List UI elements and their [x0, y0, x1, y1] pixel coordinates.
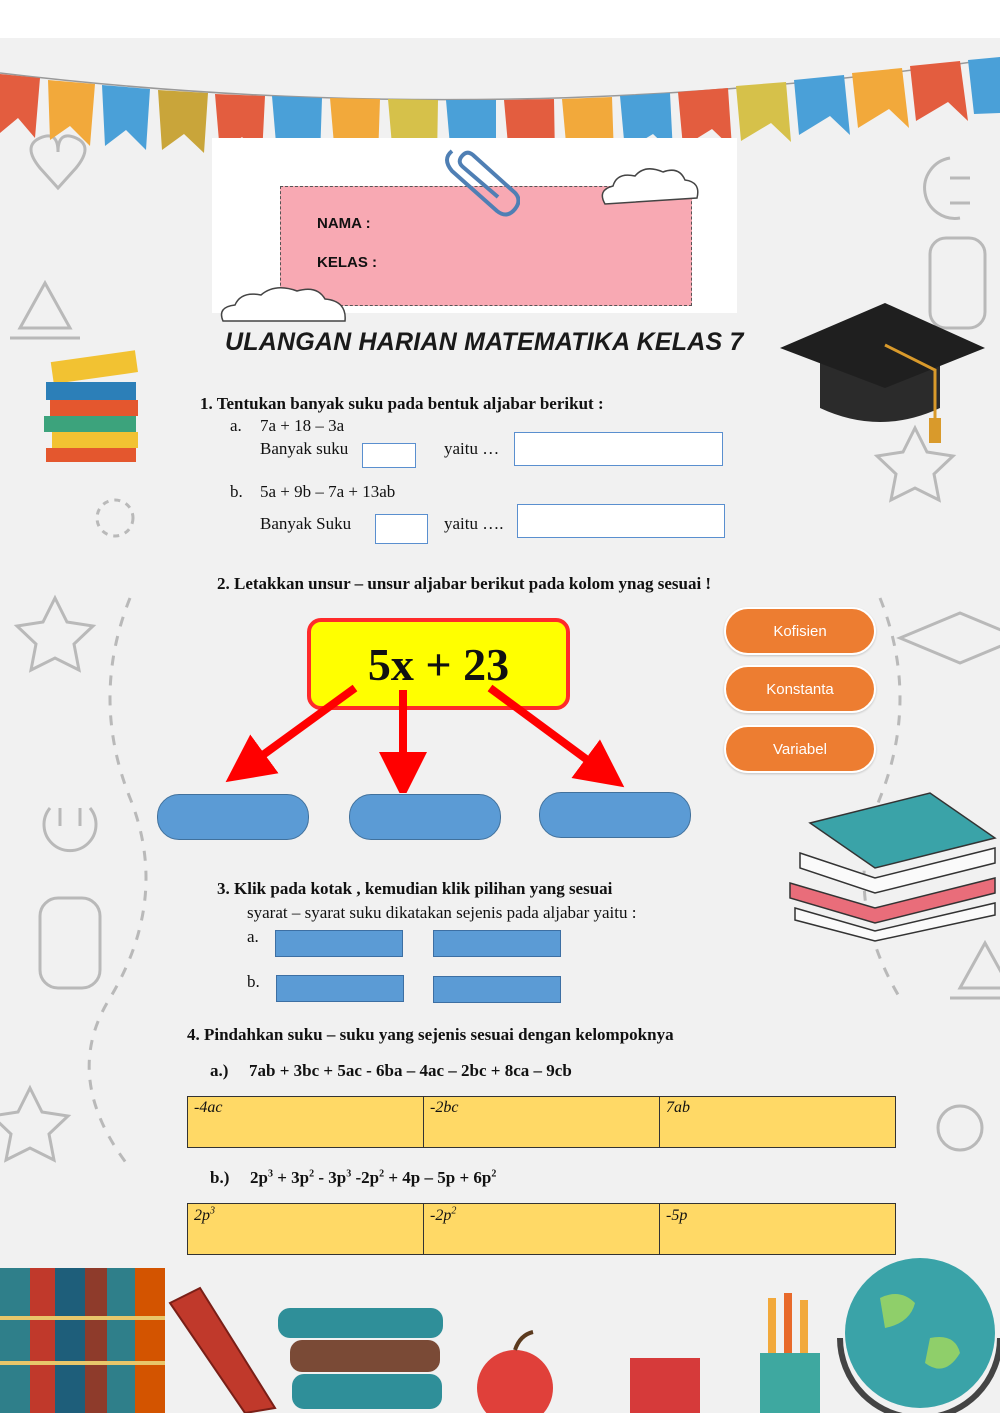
q2-title: 2. Letakkan unsur – unsur aljabar berikut pada kolom ynag sesuai !	[217, 574, 712, 593]
books-stack-icon	[40, 348, 150, 468]
q4a-group-cell-3[interactable]	[660, 1097, 896, 1148]
q1a-yaitu-label: yaitu …	[444, 439, 500, 458]
q4b-group-term-1[interactable]	[194, 1207, 215, 1224]
q4b-group-table	[187, 1203, 896, 1255]
q4b-group-cell-2[interactable]	[424, 1204, 660, 1255]
q4b-expr-exponent: 2	[309, 1168, 315, 1180]
q1a-terms-input[interactable]	[514, 432, 723, 466]
class-label: KELAS :	[317, 254, 377, 271]
q4b-expr-part: - 3p	[314, 1168, 347, 1187]
option-konstanta[interactable]: Konstanta	[724, 665, 876, 713]
q4a-label: a.)	[210, 1061, 229, 1080]
q1b-terms-input[interactable]	[517, 504, 725, 538]
cloud-icon	[595, 166, 705, 216]
q3b-slot-2[interactable]	[433, 976, 561, 1003]
drop-slot-3[interactable]	[539, 792, 691, 838]
q4a-group-term-2[interactable]: -2bc	[430, 1099, 459, 1116]
expression-text: 5x + 23	[367, 638, 510, 690]
graduation-cap-icon	[775, 293, 990, 448]
q4a-group-cell-2[interactable]	[424, 1097, 660, 1148]
q1a-count-input[interactable]	[362, 443, 416, 468]
q1a-letter: a.	[230, 416, 242, 435]
q4b-expr-exponent: 2	[491, 1168, 497, 1180]
q3a-letter: a.	[247, 927, 259, 946]
q4b-expr-exponent: 3	[346, 1168, 352, 1180]
q4b-label: b.)	[210, 1168, 230, 1187]
q1b-letter: b.	[230, 482, 243, 501]
q4b-expr-exponent: 3	[267, 1168, 273, 1180]
arrow-left	[245, 688, 355, 768]
q4a-group-cell-1[interactable]	[188, 1097, 424, 1148]
q4b-group-term-2[interactable]	[430, 1207, 456, 1224]
term-base: 2p	[194, 1207, 210, 1225]
term-base: -5p	[666, 1207, 688, 1225]
option-kofisien[interactable]: Kofisien	[724, 607, 876, 655]
q4b-group-cell-1[interactable]	[188, 1204, 424, 1255]
page-title: ULANGAN HARIAN MATEMATIKA KELAS 7	[225, 328, 744, 356]
q4b-expr-part: + 3p	[272, 1168, 310, 1187]
name-label: NAMA :	[317, 215, 371, 232]
q4b-expr-part: + 4p – 5p + 6p	[384, 1168, 492, 1187]
q1-title: 1. Tentukan banyak suku pada bentuk aljabar berikut :	[200, 394, 604, 413]
q4a-expression: 7ab + 3bc + 5ac - 6ba – 4ac – 2bc + 8ca – 9cb	[249, 1061, 572, 1080]
q4b-group-cell-3[interactable]	[660, 1204, 896, 1255]
q1b-count-input[interactable]	[375, 514, 428, 544]
q1b-expression: 5a + 9b – 7a + 13ab	[260, 482, 396, 501]
q4b-group-term-3[interactable]	[666, 1207, 687, 1224]
q4a-group-term-1[interactable]: -4ac	[194, 1099, 223, 1116]
option-variabel[interactable]: Variabel	[724, 725, 876, 773]
q3a-slot-2[interactable]	[433, 930, 561, 957]
arrow-right	[490, 688, 605, 773]
q3-title: 3. Klik pada kotak , kemudian klik pilihan yang sesuai	[217, 879, 613, 898]
q1a-expression: 7a + 18 – 3a	[260, 416, 345, 435]
q4-title: 4. Pindahkan suku – suku yang sejenis sesuai dengan kelompoknya	[187, 1025, 674, 1044]
drop-slot-1[interactable]	[157, 794, 309, 840]
q3b-letter: b.	[247, 972, 260, 991]
q1b-count-label: Banyak Suku	[260, 514, 352, 533]
q4b-expr-exponent: 2	[379, 1168, 385, 1180]
q4a-group-table	[187, 1096, 896, 1148]
term-exponent: 2	[451, 1206, 457, 1217]
q1b-yaitu-label: yaitu ….	[444, 514, 504, 533]
q3-subtitle: syarat – syarat suku dikatakan sejenis pada aljabar yaitu :	[247, 903, 637, 922]
q3b-slot-1[interactable]	[276, 975, 404, 1002]
term-exponent: 3	[210, 1206, 215, 1217]
term-base: -2p	[430, 1207, 452, 1225]
q3a-slot-1[interactable]	[275, 930, 403, 957]
q4b-expression	[250, 1168, 496, 1188]
q4a-group-term-3[interactable]: 7ab	[666, 1099, 690, 1116]
drop-slot-2[interactable]	[349, 794, 501, 840]
red-arrows	[220, 678, 640, 793]
q1a-count-label: Banyak suku	[260, 439, 349, 458]
bottom-decorations	[0, 1258, 1000, 1413]
q4b-expr-part: 2p	[250, 1168, 268, 1187]
books-pile-icon	[780, 783, 1000, 943]
q4b-expr-part: -2p	[351, 1168, 380, 1187]
cloud-icon	[215, 283, 360, 333]
paperclip-icon	[440, 143, 520, 218]
worksheet-page	[0, 38, 1000, 1413]
